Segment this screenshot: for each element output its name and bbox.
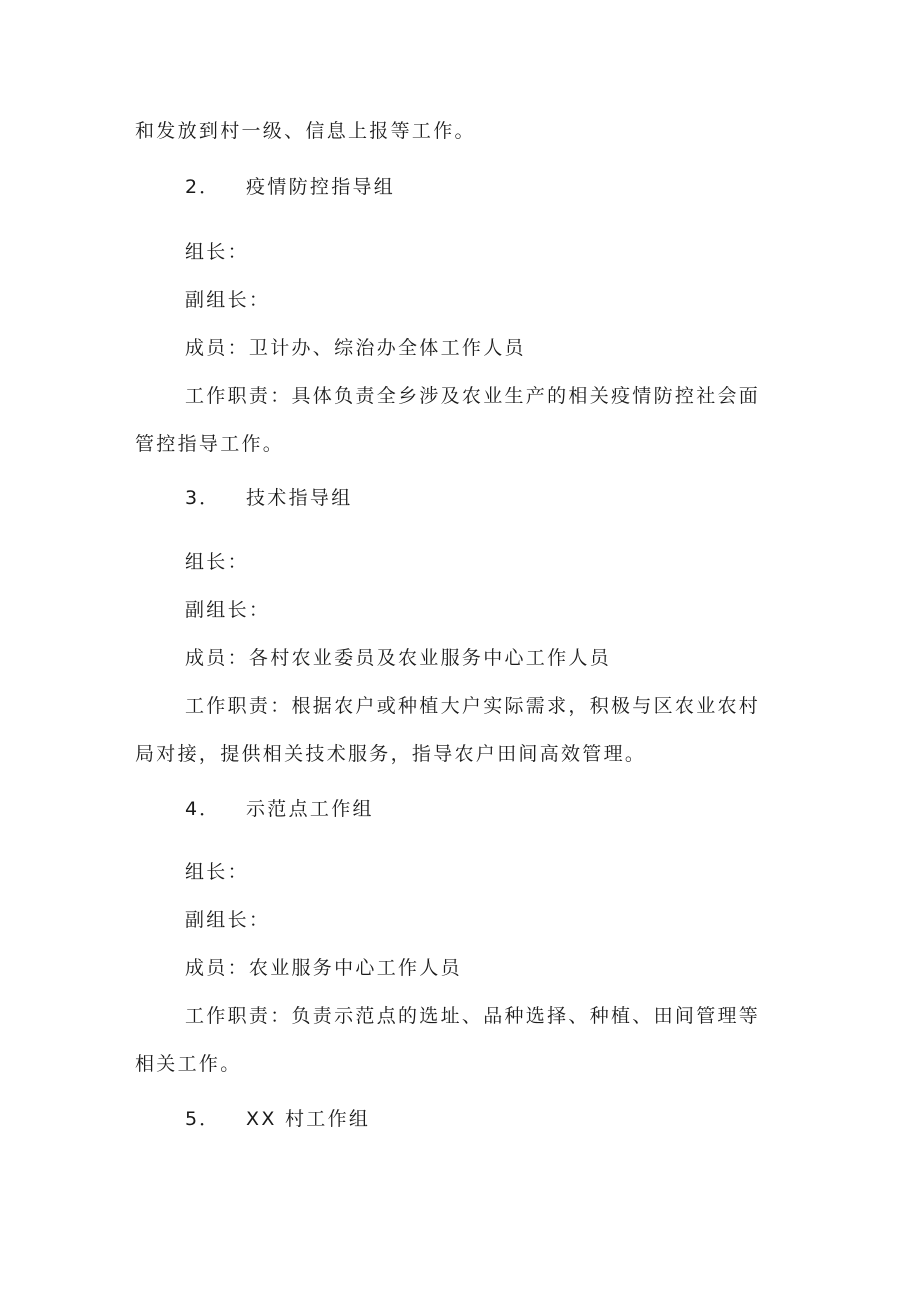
section-3-members: 成员：各村农业委员及农业服务中心工作人员: [185, 647, 612, 669]
section-2-members: 成员：卫计办、综治办全体工作人员: [185, 337, 526, 359]
section-2-number: 2．: [185, 176, 221, 198]
section-2-deputy-leader: 副组长：: [185, 289, 271, 311]
section-3-deputy-leader: 副组长：: [185, 599, 271, 621]
section-4-duty-line-1: 工作职责：负责示范点的选址、品种选择、种植、田间管理等: [185, 1005, 761, 1027]
section-4-leader: 组长：: [185, 861, 249, 883]
section-3-leader: 组长：: [185, 551, 249, 573]
section-2-duty-line-1: 工作职责：具体负责全乡涉及农业生产的相关疫情防控社会面: [185, 385, 761, 407]
section-4-members: 成员：农业服务中心工作人员: [185, 957, 462, 979]
section-2-duty-line-2: 管控指导工作。: [135, 433, 285, 455]
section-4-number: 4．: [185, 798, 221, 820]
section-3-duty-line-2: 局对接，提供相关技术服务，指导农户田间高效管理。: [135, 743, 647, 765]
section-5-title: XX 村工作组: [246, 1108, 371, 1130]
section-3-title: 技术指导组: [246, 487, 353, 509]
section-4-duty-line-2: 相关工作。: [135, 1053, 242, 1075]
paragraph-continuation: 和发放到村一级、信息上报等工作。: [135, 120, 476, 142]
section-5-number: 5．: [185, 1108, 221, 1130]
section-3-duty-line-1: 工作职责：根据农户或种植大户实际需求，积极与区农业农村: [185, 695, 761, 717]
section-4-title: 示范点工作组: [246, 798, 374, 820]
section-2-title: 疫情防控指导组: [246, 176, 396, 198]
section-2-leader: 组长：: [185, 241, 249, 263]
section-3-number: 3．: [185, 487, 221, 509]
section-4-deputy-leader: 副组长：: [185, 909, 271, 931]
